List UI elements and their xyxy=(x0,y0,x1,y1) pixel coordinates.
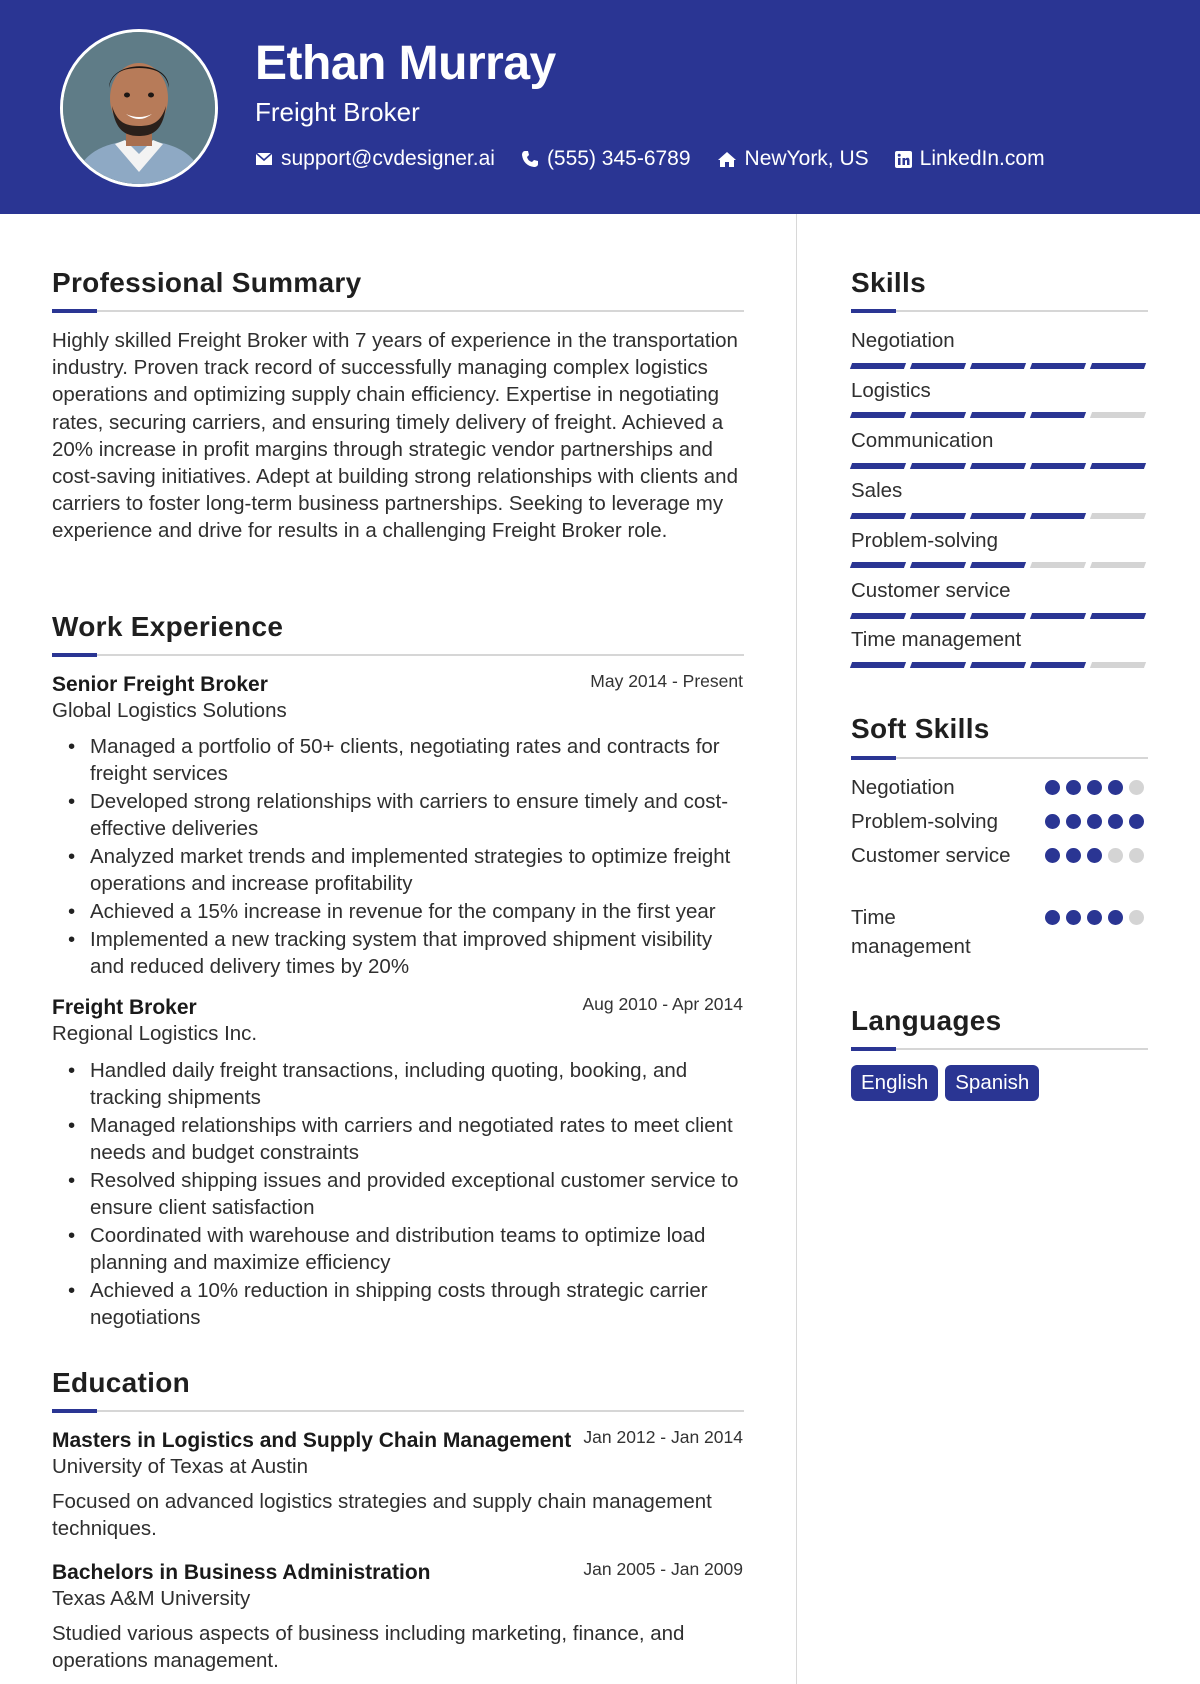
skill-level-bar xyxy=(851,412,1147,418)
rating-dot xyxy=(1129,848,1144,863)
contact-email[interactable] xyxy=(255,147,495,171)
language-list xyxy=(851,1065,1046,1101)
contact-email-text: support@cvdesigner.ai xyxy=(281,147,495,170)
column-divider xyxy=(796,214,797,1684)
skill-level-segment xyxy=(1030,562,1086,568)
skill-level-segment xyxy=(910,662,966,668)
skill-level-segment xyxy=(1030,613,1086,619)
contact-phone[interactable] xyxy=(521,147,691,171)
summary-text: Highly skilled Freight Broker with 7 years of experience in the transportation industry. Proven track record of successfully managing complex logistics operations and optimizing supply chain efficiency. Expertise in negotiating rates, securing carriers, and ensuring timely delivery of freight. Achieved a 20% increase in profit margins through strategic vendor partnerships and cost-saving initiatives. Adept at building strong relationships with clients and carriers to foster long-term business partnerships. Seeking to leverage my experience and drive for results in a challenging Freight Broker role. xyxy=(52,329,738,543)
skill-level-segment xyxy=(1090,513,1146,519)
job-bullets xyxy=(90,733,750,981)
envelope-icon xyxy=(255,152,273,166)
skill-name: Communication xyxy=(851,429,994,452)
skill-level-bar xyxy=(851,363,1147,369)
soft-skill-rating xyxy=(1045,780,1145,796)
rating-dot xyxy=(1108,780,1123,795)
rating-dot xyxy=(1045,910,1060,925)
skill-level-segment xyxy=(850,562,906,568)
skill-level-segment xyxy=(1030,463,1086,469)
job-bullet: • Analyzed market trends and implemented strategies to optimize freight operations and increase profitability xyxy=(90,843,750,897)
candidate-role: Freight Broker xyxy=(255,97,420,127)
contact-linkedin-text: LinkedIn.com xyxy=(919,147,1045,170)
skill-level-segment xyxy=(1090,613,1146,619)
skill-level-segment xyxy=(910,613,966,619)
contact-bar xyxy=(255,147,1071,171)
contact-location xyxy=(717,147,869,171)
skill-level-segment xyxy=(1090,463,1146,469)
resume-header xyxy=(0,0,1200,214)
skill-level-segment xyxy=(970,613,1026,619)
job-title: Freight Broker xyxy=(52,996,197,1019)
job-bullet: • Achieved a 10% reduction in shipping costs through strategic carrier negotiations xyxy=(90,1277,750,1331)
phone-icon xyxy=(521,150,539,168)
job-bullet: • Managed relationships with carriers and negotiated rates to meet client needs and budget constraints xyxy=(90,1112,750,1166)
skill-level-segment xyxy=(1030,412,1086,418)
soft-skill-rating xyxy=(1045,848,1145,864)
education-description: Studied various aspects of business including marketing, finance, and operations management. xyxy=(52,1622,685,1672)
skill-level-segment xyxy=(910,412,966,418)
skill-level-segment xyxy=(970,363,1026,369)
skill-level-segment xyxy=(1030,513,1086,519)
job-bullet: • Achieved a 15% increase in revenue for the company in the first year xyxy=(90,898,750,925)
education-date: Jan 2012 - Jan 2014 xyxy=(583,1427,743,1447)
experience-heading: Work Experience xyxy=(52,611,284,642)
rating-dot xyxy=(1108,910,1123,925)
language-badge: English xyxy=(851,1065,938,1101)
soft-skill-name: Customer service xyxy=(851,844,1011,867)
skill-level-segment xyxy=(850,412,906,418)
skill-level-segment xyxy=(910,363,966,369)
languages-heading-accent xyxy=(851,1047,896,1051)
rating-dot xyxy=(1066,910,1081,925)
rating-dot xyxy=(1045,814,1060,829)
education-school: University of Texas at Austin xyxy=(52,1455,308,1478)
skill-level-bar xyxy=(851,662,1147,668)
skill-level-bar xyxy=(851,513,1147,519)
rating-dot xyxy=(1087,814,1102,829)
rating-dot xyxy=(1066,848,1081,863)
skill-level-segment xyxy=(970,412,1026,418)
education-heading-accent xyxy=(52,1409,97,1413)
skill-name: Time management xyxy=(851,628,1022,651)
education-date: Jan 2005 - Jan 2009 xyxy=(583,1559,743,1579)
skill-level-segment xyxy=(850,513,906,519)
skill-name: Logistics xyxy=(851,379,931,402)
skill-level-segment xyxy=(850,662,906,668)
skills-heading: Skills xyxy=(851,267,926,298)
soft-skill-name: Negotiation xyxy=(851,776,955,799)
skill-level-segment xyxy=(910,463,966,469)
soft-skill-name: Time management xyxy=(851,906,971,958)
education-heading-rule xyxy=(52,1410,744,1412)
rating-dot xyxy=(1108,848,1123,863)
job-title: Senior Freight Broker xyxy=(52,673,268,696)
job-bullet: • Handled daily freight transactions, including quoting, booking, and tracking shipments xyxy=(90,1057,750,1111)
job-company: Regional Logistics Inc. xyxy=(52,1022,258,1045)
linkedin-icon xyxy=(895,151,912,168)
profile-photo xyxy=(60,29,218,187)
skill-level-segment xyxy=(850,613,906,619)
rating-dot xyxy=(1129,780,1144,795)
job-bullets xyxy=(90,1057,750,1332)
skills-heading-accent xyxy=(851,309,896,313)
rating-dot xyxy=(1087,910,1102,925)
skill-level-segment xyxy=(910,562,966,568)
skill-level-segment xyxy=(970,662,1026,668)
rating-dot xyxy=(1087,780,1102,795)
rating-dot xyxy=(1108,814,1123,829)
job-bullet: • Managed a portfolio of 50+ clients, negotiating rates and contracts for freight services xyxy=(90,733,750,787)
education-degree: Bachelors in Business Administration xyxy=(52,1561,431,1584)
job-bullet: • Developed strong relationships with carriers to ensure timely and cost-effective deliveries xyxy=(90,788,750,842)
language-badge: Spanish xyxy=(945,1065,1039,1101)
candidate-name: Ethan Murray xyxy=(255,37,556,90)
rating-dot xyxy=(1129,814,1144,829)
skill-level-segment xyxy=(1030,662,1086,668)
skill-name: Negotiation xyxy=(851,329,955,352)
rating-dot xyxy=(1087,848,1102,863)
skill-level-segment xyxy=(1030,363,1086,369)
rating-dot xyxy=(1066,814,1081,829)
education-heading: Education xyxy=(52,1367,191,1398)
summary-heading-rule xyxy=(52,310,744,312)
skill-level-segment xyxy=(970,562,1026,568)
skill-level-bar xyxy=(851,562,1147,568)
skill-name: Sales xyxy=(851,479,903,502)
job-company: Global Logistics Solutions xyxy=(52,699,287,722)
skill-level-segment xyxy=(850,363,906,369)
skill-level-segment xyxy=(1090,562,1146,568)
education-degree: Masters in Logistics and Supply Chain Management xyxy=(52,1429,572,1452)
education-description: Focused on advanced logistics strategies and supply chain management techniques. xyxy=(52,1490,712,1540)
soft-skills-heading-accent xyxy=(851,756,896,760)
skill-level-segment xyxy=(1090,412,1146,418)
rating-dot xyxy=(1066,780,1081,795)
home-icon xyxy=(717,151,737,168)
skill-name: Problem-solving xyxy=(851,529,998,552)
contact-location-text: NewYork, US xyxy=(744,147,869,170)
skill-level-segment xyxy=(970,513,1026,519)
education-school: Texas A&M University xyxy=(52,1587,251,1610)
job-bullet: • Coordinated with warehouse and distribution teams to optimize load planning and maximize efficiency xyxy=(90,1222,750,1276)
job-date: May 2014 - Present xyxy=(590,671,743,691)
skill-level-segment xyxy=(910,513,966,519)
skill-level-segment xyxy=(850,463,906,469)
languages-heading: Languages xyxy=(851,1005,1002,1036)
rating-dot xyxy=(1045,848,1060,863)
soft-skill-rating xyxy=(1045,814,1145,830)
soft-skills-heading: Soft Skills xyxy=(851,713,990,744)
summary-heading: Professional Summary xyxy=(52,267,362,298)
skill-level-segment xyxy=(1090,363,1146,369)
skill-name: Customer service xyxy=(851,579,1011,602)
job-bullet: • Implemented a new tracking system that improved shipment visibility and reduced delivery times by 20% xyxy=(90,926,750,980)
skill-level-segment xyxy=(1090,662,1146,668)
rating-dot xyxy=(1045,780,1060,795)
skill-level-segment xyxy=(970,463,1026,469)
summary-heading-accent xyxy=(52,309,97,313)
experience-heading-rule xyxy=(52,654,744,656)
rating-dot xyxy=(1129,910,1144,925)
job-date: Aug 2010 - Apr 2014 xyxy=(582,994,743,1014)
job-bullet: • Resolved shipping issues and provided exceptional customer service to ensure client satisfaction xyxy=(90,1167,750,1221)
soft-skill-rating xyxy=(1045,910,1145,926)
experience-heading-accent xyxy=(52,653,97,657)
skill-level-bar xyxy=(851,463,1147,469)
skill-level-bar xyxy=(851,613,1147,619)
contact-linkedin[interactable] xyxy=(895,147,1045,171)
soft-skill-name: Problem-solving xyxy=(851,810,998,833)
contact-phone-text: (555) 345-6789 xyxy=(546,147,691,170)
